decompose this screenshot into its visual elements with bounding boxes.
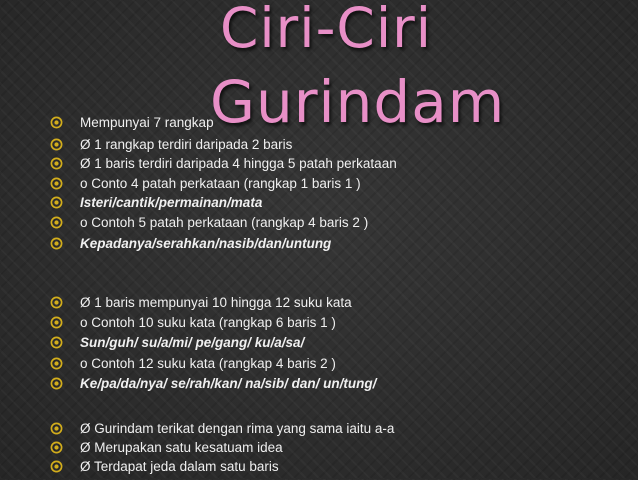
bullet-item: [0, 375, 620, 397]
bullet-item: [0, 114, 620, 136]
bullet-item: [0, 214, 620, 236]
sun-ring-icon: [50, 138, 63, 151]
sun-ring-icon: [50, 116, 63, 129]
bullet-text: Ø 1 baris terdiri daripada 4 hingga 5 patah perkataan: [80, 156, 397, 171]
bullet-item: [0, 314, 620, 336]
bullet-text: o Contoh 5 patah perkataan (rangkap 4 baris 2 ): [80, 215, 369, 230]
bullet-item: [0, 334, 620, 356]
bullet-text: Ø 1 baris mempunyai 10 hingga 12 suku kata: [80, 295, 352, 310]
bullet-text: Kepadanya/serahkan/nasib/dan/untung: [80, 236, 332, 251]
bullet-text: Ø Gurindam terikat dengan rima yang sama iaitu a-a: [80, 421, 395, 436]
bullet-text: Ø 1 rangkap terdiri daripada 2 baris: [80, 137, 293, 152]
slide-title-line-2: Gurindam: [210, 68, 506, 136]
bullet-item: [0, 235, 620, 257]
sun-ring-icon: [50, 357, 63, 370]
bullet-item: [0, 355, 620, 377]
bullet-text: Sun/guh/ su/a/mi/ pe/gang/ ku/a/sa/: [80, 335, 305, 350]
sun-ring-icon: [50, 296, 63, 309]
sun-ring-icon: [50, 422, 63, 435]
bullet-text: Ø Terdapat jeda dalam satu baris: [80, 459, 279, 474]
sun-ring-icon: [50, 177, 63, 190]
bullet-text: Ke/pa/da/nya/ se/rah/kan/ na/sib/ dan/ un/tung/: [80, 376, 377, 391]
bullet-item: [0, 194, 620, 216]
bullet-item: [0, 458, 620, 480]
sun-ring-icon: [50, 196, 63, 209]
sun-ring-icon: [50, 237, 63, 250]
slide-title-line-1: Ciri-Ciri: [220, 0, 433, 60]
sun-ring-icon: [50, 216, 63, 229]
sun-ring-icon: [50, 441, 63, 454]
bullet-text: o Conto 4 patah perkataan (rangkap 1 baris 1 ): [80, 176, 361, 191]
bullet-text: Isteri/cantik/permainan/mata: [80, 195, 263, 210]
bullet-text: Mempunyai 7 rangkap: [80, 115, 214, 130]
bullet-text: o Contoh 10 suku kata (rangkap 6 baris 1 ): [80, 315, 336, 330]
bullet-item: [0, 155, 620, 177]
bullet-text: o Contoh 12 suku kata (rangkap 4 baris 2 ): [80, 356, 336, 371]
sun-ring-icon: [50, 336, 63, 349]
sun-ring-icon: [50, 377, 63, 390]
sun-ring-icon: [50, 460, 63, 473]
sun-ring-icon: [50, 157, 63, 170]
sun-ring-icon: [50, 316, 63, 329]
bullet-text: Ø Merupakan satu kesatuam idea: [80, 440, 283, 455]
bullet-item: [0, 294, 620, 316]
